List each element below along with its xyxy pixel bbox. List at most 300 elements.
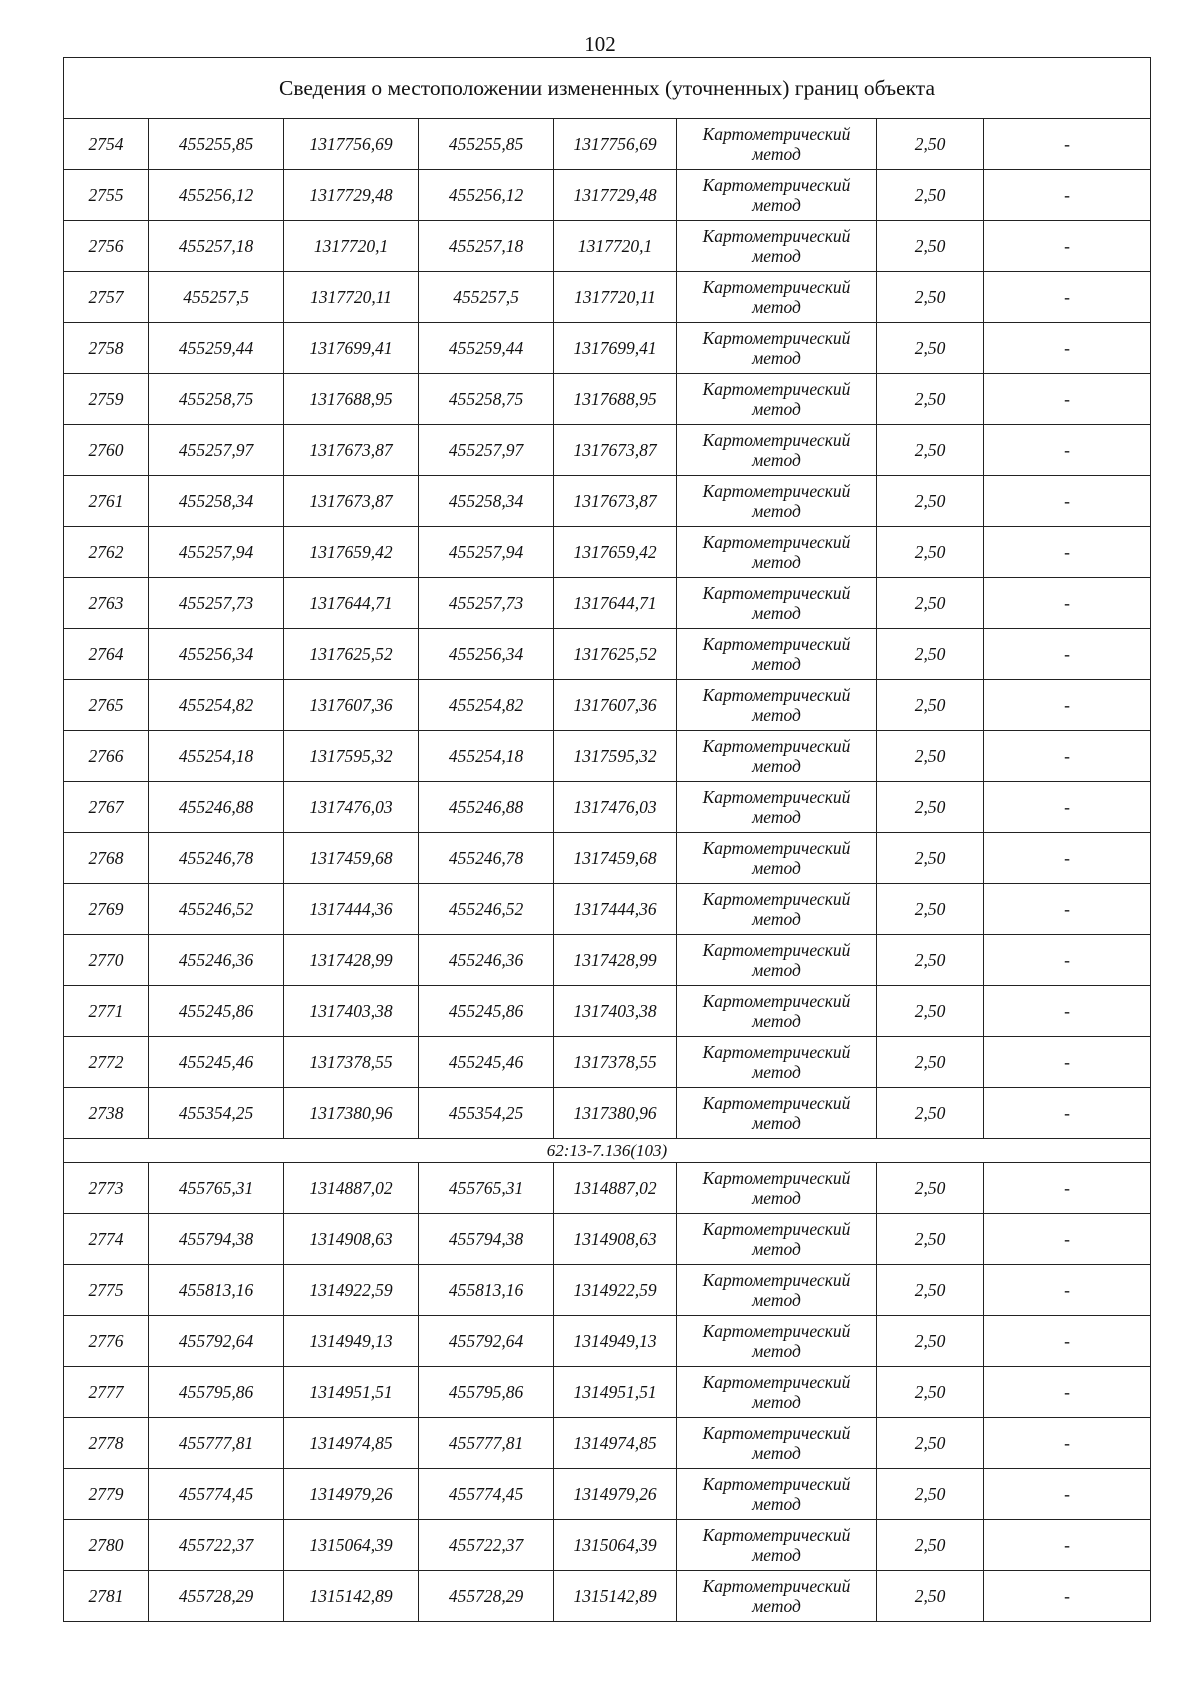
cell-method	[677, 680, 877, 731]
method-line-1: Картометрический	[702, 175, 851, 195]
cell-x-new: 455257,5	[419, 272, 554, 323]
cell-point-number: 2755	[64, 170, 149, 221]
cell-description: -	[984, 527, 1151, 578]
table-row	[64, 323, 1151, 374]
cell-method	[677, 1037, 877, 1088]
cell-x-new: 455813,16	[419, 1265, 554, 1316]
method-line-1: Картометрический	[702, 379, 851, 399]
cell-point-number: 2766	[64, 731, 149, 782]
method-line-2: метод	[752, 1443, 801, 1463]
method-line-2: метод	[752, 1596, 801, 1616]
cell-y-existing: 1314949,13	[284, 1316, 419, 1367]
cell-y-new: 1317644,71	[554, 578, 677, 629]
table-row	[64, 476, 1151, 527]
method-line-2: метод	[752, 1239, 801, 1259]
cell-x-existing: 455258,34	[149, 476, 284, 527]
cell-x-new: 455777,81	[419, 1418, 554, 1469]
cell-x-new: 455792,64	[419, 1316, 554, 1367]
method-line-2: метод	[752, 1011, 801, 1031]
method-line-1: Картометрический	[702, 1423, 851, 1443]
method-line-1: Картометрический	[702, 991, 851, 1011]
cell-x-existing: 455245,86	[149, 986, 284, 1037]
cell-x-existing: 455728,29	[149, 1571, 284, 1622]
cell-y-new: 1317699,41	[554, 323, 677, 374]
cell-method	[677, 527, 877, 578]
method-line-1: Картометрический	[702, 1093, 851, 1113]
method-line-2: метод	[752, 705, 801, 725]
cell-description: -	[984, 1037, 1151, 1088]
cell-y-new: 1314922,59	[554, 1265, 677, 1316]
cell-x-new: 455728,29	[419, 1571, 554, 1622]
table-row	[64, 527, 1151, 578]
method-line-2: метод	[752, 1290, 801, 1310]
cell-point-number: 2763	[64, 578, 149, 629]
cell-y-new: 1317595,32	[554, 731, 677, 782]
method-line-1: Картометрический	[702, 1270, 851, 1290]
cell-y-existing: 1314951,51	[284, 1367, 419, 1418]
table-row	[64, 1571, 1151, 1622]
table-row	[64, 374, 1151, 425]
cell-x-new: 455257,73	[419, 578, 554, 629]
method-line-2: метод	[752, 960, 801, 980]
cell-x-existing: 455792,64	[149, 1316, 284, 1367]
table-row	[64, 1520, 1151, 1571]
cell-description: -	[984, 425, 1151, 476]
method-line-2: метод	[752, 144, 801, 164]
table-row	[64, 425, 1151, 476]
cell-x-new: 455257,18	[419, 221, 554, 272]
cell-precision: 2,50	[877, 680, 984, 731]
page-number: 102	[584, 32, 616, 56]
method-line-1: Картометрический	[702, 940, 851, 960]
cell-y-new: 1315142,89	[554, 1571, 677, 1622]
cell-x-new: 455256,34	[419, 629, 554, 680]
cell-y-new: 1314949,13	[554, 1316, 677, 1367]
cell-x-new: 455257,97	[419, 425, 554, 476]
cell-x-existing: 455246,52	[149, 884, 284, 935]
cell-description: -	[984, 782, 1151, 833]
cell-x-existing: 455794,38	[149, 1214, 284, 1265]
method-line-2: метод	[752, 1392, 801, 1412]
cell-x-existing: 455259,44	[149, 323, 284, 374]
cell-x-existing: 455813,16	[149, 1265, 284, 1316]
method-line-2: метод	[752, 756, 801, 776]
cell-y-new: 1317720,11	[554, 272, 677, 323]
method-line-2: метод	[752, 195, 801, 215]
table-row	[64, 1088, 1151, 1139]
cell-y-existing: 1317673,87	[284, 425, 419, 476]
cell-point-number: 2772	[64, 1037, 149, 1088]
cell-point-number: 2767	[64, 782, 149, 833]
cell-method	[677, 1316, 877, 1367]
cell-precision: 2,50	[877, 527, 984, 578]
cell-precision: 2,50	[877, 1520, 984, 1571]
cell-method	[677, 935, 877, 986]
method-line-1: Картометрический	[702, 583, 851, 603]
cell-x-new: 455722,37	[419, 1520, 554, 1571]
cell-x-new: 455258,34	[419, 476, 554, 527]
cell-y-existing: 1317699,41	[284, 323, 419, 374]
cell-y-existing: 1317673,87	[284, 476, 419, 527]
cell-x-new: 455354,25	[419, 1088, 554, 1139]
cell-description: -	[984, 323, 1151, 374]
cell-description: -	[984, 1367, 1151, 1418]
cell-point-number: 2776	[64, 1316, 149, 1367]
cell-description: -	[984, 1469, 1151, 1520]
method-line-1: Картометрический	[702, 532, 851, 552]
cell-y-existing: 1314922,59	[284, 1265, 419, 1316]
cell-point-number: 2780	[64, 1520, 149, 1571]
method-line-2: метод	[752, 858, 801, 878]
method-line-2: метод	[752, 1341, 801, 1361]
section-label: 62:13-7.136(103)	[64, 1139, 1151, 1163]
cell-y-new: 1317444,36	[554, 884, 677, 935]
cell-x-new: 455245,86	[419, 986, 554, 1037]
cell-x-existing: 455795,86	[149, 1367, 284, 1418]
cell-y-new: 1314887,02	[554, 1163, 677, 1214]
cell-precision: 2,50	[877, 884, 984, 935]
cell-description: -	[984, 935, 1151, 986]
cell-method	[677, 425, 877, 476]
cell-precision: 2,50	[877, 221, 984, 272]
cell-x-new: 455257,94	[419, 527, 554, 578]
cell-x-new: 455254,82	[419, 680, 554, 731]
cell-method	[677, 323, 877, 374]
method-line-1: Картометрический	[702, 634, 851, 654]
method-line-2: метод	[752, 348, 801, 368]
cell-method	[677, 1520, 877, 1571]
cell-precision: 2,50	[877, 935, 984, 986]
cell-precision: 2,50	[877, 1088, 984, 1139]
cell-y-new: 1317428,99	[554, 935, 677, 986]
cell-y-existing: 1317428,99	[284, 935, 419, 986]
method-line-1: Картометрический	[702, 787, 851, 807]
cell-x-existing: 455774,45	[149, 1469, 284, 1520]
cell-point-number: 2773	[64, 1163, 149, 1214]
cell-point-number: 2777	[64, 1367, 149, 1418]
cell-x-new: 455254,18	[419, 731, 554, 782]
cell-y-new: 1317673,87	[554, 476, 677, 527]
cell-y-existing: 1315142,89	[284, 1571, 419, 1622]
cell-x-new: 455246,52	[419, 884, 554, 935]
cell-method	[677, 1571, 877, 1622]
cell-point-number: 2759	[64, 374, 149, 425]
cell-method	[677, 833, 877, 884]
method-line-1: Картометрический	[702, 1321, 851, 1341]
cell-y-new: 1317756,69	[554, 119, 677, 170]
cell-y-existing: 1314974,85	[284, 1418, 419, 1469]
cell-method	[677, 782, 877, 833]
cell-precision: 2,50	[877, 1037, 984, 1088]
cell-method	[677, 731, 877, 782]
method-line-1: Картометрический	[702, 226, 851, 246]
cell-y-existing: 1315064,39	[284, 1520, 419, 1571]
cell-point-number: 2762	[64, 527, 149, 578]
cell-y-existing: 1317688,95	[284, 374, 419, 425]
table-row	[64, 833, 1151, 884]
cell-y-new: 1317380,96	[554, 1088, 677, 1139]
cell-x-existing: 455257,73	[149, 578, 284, 629]
cell-precision: 2,50	[877, 170, 984, 221]
cell-description: -	[984, 374, 1151, 425]
cell-precision: 2,50	[877, 731, 984, 782]
cell-precision: 2,50	[877, 1265, 984, 1316]
cell-precision: 2,50	[877, 119, 984, 170]
cell-precision: 2,50	[877, 1316, 984, 1367]
table-row	[64, 935, 1151, 986]
cell-y-existing: 1317729,48	[284, 170, 419, 221]
cell-precision: 2,50	[877, 833, 984, 884]
cell-x-existing: 455246,78	[149, 833, 284, 884]
cell-x-new: 455774,45	[419, 1469, 554, 1520]
cell-x-existing: 455256,34	[149, 629, 284, 680]
method-line-1: Картометрический	[702, 430, 851, 450]
cell-point-number: 2774	[64, 1214, 149, 1265]
cell-x-existing: 455254,18	[149, 731, 284, 782]
cell-x-new: 455794,38	[419, 1214, 554, 1265]
cell-x-new: 455246,88	[419, 782, 554, 833]
cell-method	[677, 1469, 877, 1520]
method-line-1: Картометрический	[702, 124, 851, 144]
cell-x-existing: 455354,25	[149, 1088, 284, 1139]
cell-y-new: 1317459,68	[554, 833, 677, 884]
cell-y-new: 1315064,39	[554, 1520, 677, 1571]
cell-y-existing: 1317607,36	[284, 680, 419, 731]
cell-y-new: 1314908,63	[554, 1214, 677, 1265]
table-row	[64, 1037, 1151, 1088]
cell-y-existing: 1317720,11	[284, 272, 419, 323]
cell-x-existing: 455765,31	[149, 1163, 284, 1214]
cell-method	[677, 476, 877, 527]
table-row	[64, 1418, 1151, 1469]
table-row	[64, 986, 1151, 1037]
cell-y-new: 1317673,87	[554, 425, 677, 476]
cell-method	[677, 170, 877, 221]
cell-y-existing: 1317380,96	[284, 1088, 419, 1139]
cell-precision: 2,50	[877, 1571, 984, 1622]
cell-x-existing: 455257,97	[149, 425, 284, 476]
cell-x-existing: 455245,46	[149, 1037, 284, 1088]
cell-x-existing: 455257,18	[149, 221, 284, 272]
cell-description: -	[984, 1571, 1151, 1622]
method-line-1: Картометрический	[702, 481, 851, 501]
cell-y-existing: 1317595,32	[284, 731, 419, 782]
cell-y-new: 1317476,03	[554, 782, 677, 833]
cell-description: -	[984, 1520, 1151, 1571]
method-line-2: метод	[752, 399, 801, 419]
method-line-1: Картометрический	[702, 328, 851, 348]
cell-method	[677, 986, 877, 1037]
cell-point-number: 2778	[64, 1418, 149, 1469]
cell-precision: 2,50	[877, 272, 984, 323]
cell-method	[677, 1265, 877, 1316]
cell-y-new: 1314979,26	[554, 1469, 677, 1520]
cell-precision: 2,50	[877, 1367, 984, 1418]
cell-precision: 2,50	[877, 1214, 984, 1265]
cell-description: -	[984, 1418, 1151, 1469]
cell-method	[677, 119, 877, 170]
cell-description: -	[984, 731, 1151, 782]
cell-description: -	[984, 1316, 1151, 1367]
method-line-2: метод	[752, 297, 801, 317]
cell-description: -	[984, 1163, 1151, 1214]
section-row	[64, 1139, 1151, 1163]
cell-method	[677, 1163, 877, 1214]
cell-method	[677, 1418, 877, 1469]
cell-point-number: 2760	[64, 425, 149, 476]
cell-precision: 2,50	[877, 1418, 984, 1469]
cell-y-existing: 1317378,55	[284, 1037, 419, 1088]
cell-y-new: 1317729,48	[554, 170, 677, 221]
cell-method	[677, 1214, 877, 1265]
cell-description: -	[984, 1214, 1151, 1265]
cell-x-existing: 455256,12	[149, 170, 284, 221]
cell-point-number: 2761	[64, 476, 149, 527]
cell-y-existing: 1317659,42	[284, 527, 419, 578]
table-row	[64, 119, 1151, 170]
cell-description: -	[984, 1088, 1151, 1139]
method-line-1: Картометрический	[702, 889, 851, 909]
cell-y-existing: 1314887,02	[284, 1163, 419, 1214]
table-row	[64, 1469, 1151, 1520]
cell-x-existing: 455246,36	[149, 935, 284, 986]
cell-x-new: 455245,46	[419, 1037, 554, 1088]
cell-y-existing: 1317720,1	[284, 221, 419, 272]
cell-description: -	[984, 884, 1151, 935]
cell-y-existing: 1317459,68	[284, 833, 419, 884]
table-row	[64, 629, 1151, 680]
cell-point-number: 2781	[64, 1571, 149, 1622]
cell-x-new: 455246,36	[419, 935, 554, 986]
cell-precision: 2,50	[877, 374, 984, 425]
cell-precision: 2,50	[877, 986, 984, 1037]
method-line-1: Картометрический	[702, 1042, 851, 1062]
cell-point-number: 2770	[64, 935, 149, 986]
method-line-2: метод	[752, 654, 801, 674]
method-line-1: Картометрический	[702, 838, 851, 858]
cell-precision: 2,50	[877, 782, 984, 833]
method-line-2: метод	[752, 1494, 801, 1514]
cell-y-existing: 1314908,63	[284, 1214, 419, 1265]
cell-y-new: 1317625,52	[554, 629, 677, 680]
cell-precision: 2,50	[877, 629, 984, 680]
cell-y-existing: 1314979,26	[284, 1469, 419, 1520]
cell-precision: 2,50	[877, 425, 984, 476]
cell-x-new: 455246,78	[419, 833, 554, 884]
cell-point-number: 2764	[64, 629, 149, 680]
cell-y-new: 1314951,51	[554, 1367, 677, 1418]
method-line-2: метод	[752, 603, 801, 623]
method-line-1: Картометрический	[702, 1474, 851, 1494]
method-line-1: Картометрический	[702, 1576, 851, 1596]
cell-x-existing: 455246,88	[149, 782, 284, 833]
table-row	[64, 782, 1151, 833]
cell-precision: 2,50	[877, 578, 984, 629]
cell-point-number: 2768	[64, 833, 149, 884]
cell-point-number: 2758	[64, 323, 149, 374]
method-line-2: метод	[752, 807, 801, 827]
cell-precision: 2,50	[877, 1469, 984, 1520]
cell-description: -	[984, 476, 1151, 527]
cell-point-number: 2757	[64, 272, 149, 323]
cell-x-existing: 455254,82	[149, 680, 284, 731]
cell-x-new: 455259,44	[419, 323, 554, 374]
method-line-1: Картометрический	[702, 1168, 851, 1188]
method-line-1: Картометрический	[702, 1219, 851, 1239]
method-line-2: метод	[752, 246, 801, 266]
cell-y-new: 1317659,42	[554, 527, 677, 578]
cell-y-existing: 1317756,69	[284, 119, 419, 170]
method-line-2: метод	[752, 552, 801, 572]
cell-point-number: 2775	[64, 1265, 149, 1316]
cell-y-new: 1317720,1	[554, 221, 677, 272]
cell-y-new: 1317378,55	[554, 1037, 677, 1088]
cell-method	[677, 272, 877, 323]
cell-x-new: 455256,12	[419, 170, 554, 221]
cell-method	[677, 1367, 877, 1418]
table-row	[64, 1214, 1151, 1265]
cell-y-new: 1314974,85	[554, 1418, 677, 1469]
table-row	[64, 884, 1151, 935]
table-row	[64, 680, 1151, 731]
cell-point-number: 2769	[64, 884, 149, 935]
cell-description: -	[984, 119, 1151, 170]
method-line-1: Картометрический	[702, 1372, 851, 1392]
cell-y-existing: 1317476,03	[284, 782, 419, 833]
cell-point-number: 2771	[64, 986, 149, 1037]
method-line-2: метод	[752, 1113, 801, 1133]
table-row	[64, 170, 1151, 221]
cell-description: -	[984, 221, 1151, 272]
cell-x-existing: 455257,5	[149, 272, 284, 323]
table-body	[64, 119, 1151, 1622]
table-row	[64, 1163, 1151, 1214]
table-row	[64, 272, 1151, 323]
boundary-coordinates-table	[63, 57, 1151, 1622]
cell-description: -	[984, 170, 1151, 221]
cell-x-existing: 455722,37	[149, 1520, 284, 1571]
cell-description: -	[984, 629, 1151, 680]
cell-method	[677, 578, 877, 629]
cell-x-existing: 455777,81	[149, 1418, 284, 1469]
cell-x-new: 455258,75	[419, 374, 554, 425]
cell-x-new: 455255,85	[419, 119, 554, 170]
cell-description: -	[984, 272, 1151, 323]
cell-precision: 2,50	[877, 323, 984, 374]
cell-y-existing: 1317444,36	[284, 884, 419, 935]
table-row	[64, 1316, 1151, 1367]
cell-x-existing: 455257,94	[149, 527, 284, 578]
cell-y-existing: 1317625,52	[284, 629, 419, 680]
cell-precision: 2,50	[877, 476, 984, 527]
cell-y-new: 1317607,36	[554, 680, 677, 731]
cell-y-existing: 1317403,38	[284, 986, 419, 1037]
method-line-1: Картометрический	[702, 685, 851, 705]
cell-method	[677, 1088, 877, 1139]
method-line-2: метод	[752, 1062, 801, 1082]
cell-x-new: 455795,86	[419, 1367, 554, 1418]
cell-point-number: 2779	[64, 1469, 149, 1520]
table-row	[64, 578, 1151, 629]
method-line-2: метод	[752, 501, 801, 521]
cell-x-existing: 455255,85	[149, 119, 284, 170]
cell-description: -	[984, 1265, 1151, 1316]
method-line-2: метод	[752, 909, 801, 929]
cell-description: -	[984, 986, 1151, 1037]
table-row	[64, 731, 1151, 782]
cell-y-existing: 1317644,71	[284, 578, 419, 629]
method-line-2: метод	[752, 1188, 801, 1208]
